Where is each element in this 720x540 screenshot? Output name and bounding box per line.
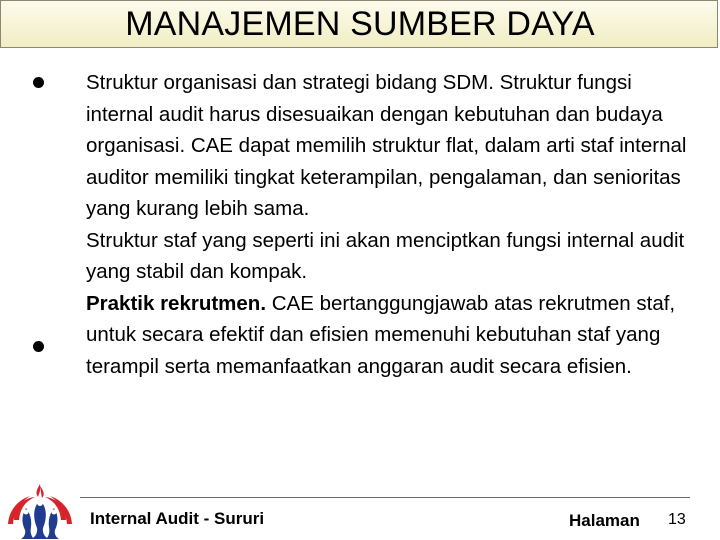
institution-logo — [4, 480, 76, 540]
bullet-2-text: CAE bertanggungjawab atas rekrutmen staf, untuk secara efektif dan efisien memenuhi kebutuhan staf yang terampil serta memanfaatkan anggaran audit secara efisien. — [86, 291, 676, 378]
bullet-dot-2 — [33, 341, 44, 352]
footer-page-label: Halaman — [569, 511, 640, 530]
slide-body — [86, 67, 696, 382]
bullet-1-text: Struktur organisasi dan strategi bidang SDM. Struktur fungsi internal audit harus disesuaikan dengan kebutuhan dan budaya organisasi. CAE dapat memilih struktur flat, dalam arti staf internal auditor memiliki tingkat keterampilan, pengalaman, dan senioritas yang kurang lebih sama. — [86, 71, 687, 220]
bullet-2-paragraph — [86, 288, 696, 383]
footer-author: Internal Audit - Sururi — [90, 509, 265, 528]
page-number: 13 — [668, 511, 686, 528]
slide-title: MANAJEMEN SUMBER DAYA — [125, 5, 595, 43]
bullet-2-lead: Praktik rekrutmen. — [86, 291, 267, 315]
bullet-1-continuation: Struktur staf yang seperti ini akan menciptkan fungsi internal audit yang stabil dan kompak. — [86, 228, 685, 283]
footer-divider — [80, 497, 690, 498]
bullet-dot-1 — [33, 77, 44, 88]
